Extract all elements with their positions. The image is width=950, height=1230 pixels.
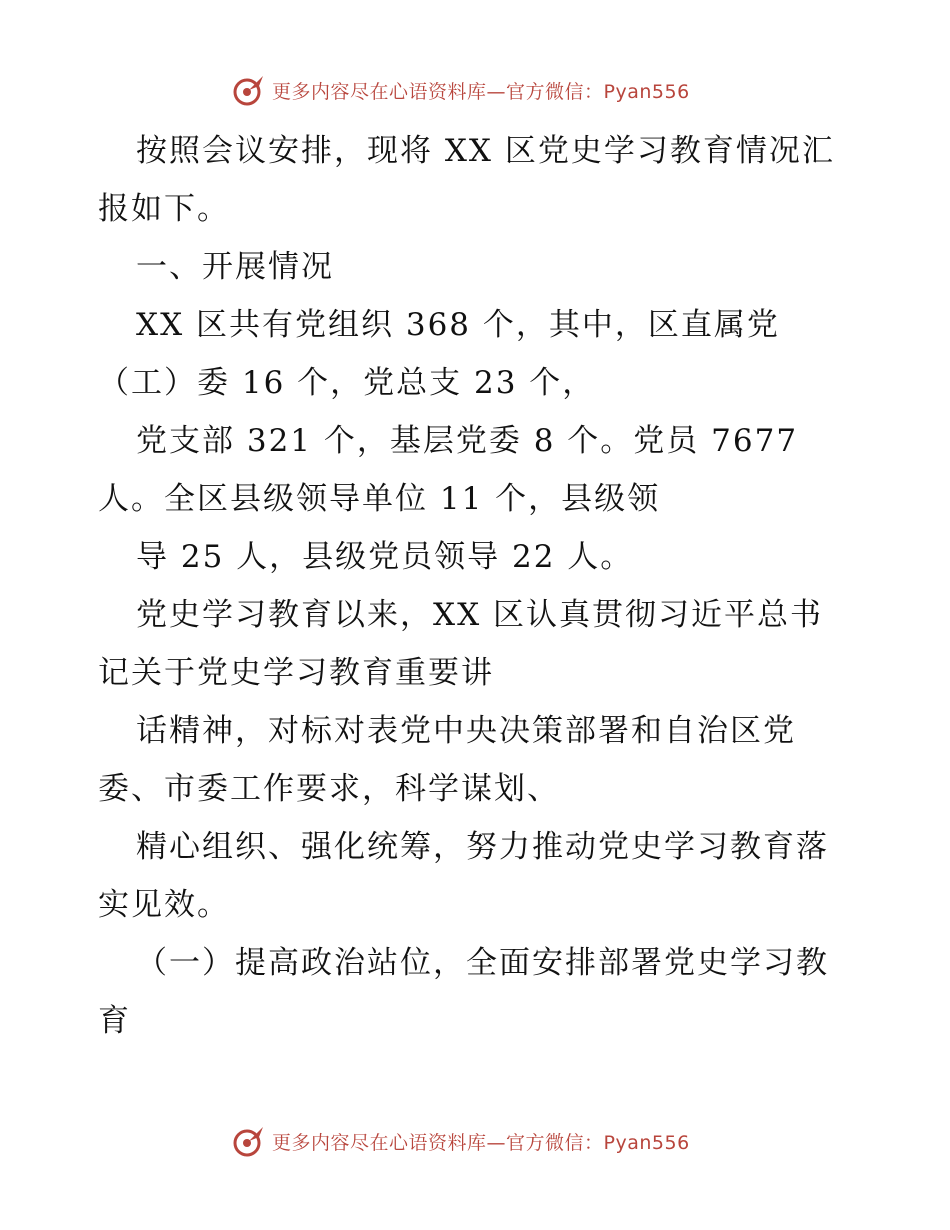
text-line: 实见效。 — [98, 887, 230, 923]
footer-watermark — [232, 1123, 690, 1159]
text-line: 党史学习教育以来，XX 区认真贯彻习近平总书 — [136, 597, 823, 633]
text-line: 党支部 321 个，基层党委 8 个。党员 7677 — [136, 423, 799, 459]
text-line: 导 25 人，县级党员领导 22 人。 — [136, 539, 634, 575]
watermark-text: 更多内容尽在心语资料库—官方微信：Pyan556 — [272, 80, 690, 103]
text-line: 人。全区县级领导单位 11 个，县级领 — [98, 481, 661, 517]
text-line: 精心组织、强化统筹，努力推动党史学习教育落 — [136, 829, 829, 865]
header-watermark — [232, 72, 690, 108]
quill-logo-icon — [232, 1124, 266, 1158]
document-body — [98, 122, 868, 1050]
text-line: 育 — [98, 1003, 131, 1039]
text-line: 一、开展情况 — [136, 249, 334, 285]
text-line: XX 区共有党组织 368 个，其中，区直属党 — [136, 307, 780, 343]
text-line: 话精神，对标对表党中央决策部署和自治区党 — [136, 713, 796, 749]
text-line: 按照会议安排，现将 XX 区党史学习教育情况汇 — [136, 133, 835, 169]
text-line: （一）提高政治站位，全面安排部署党史学习教 — [136, 945, 829, 981]
watermark-text: 更多内容尽在心语资料库—官方微信：Pyan556 — [272, 1131, 690, 1154]
text-line: 记关于党史学习教育重要讲 — [98, 655, 494, 691]
text-line: 报如下。 — [98, 191, 230, 227]
text-line: 委、市委工作要求，科学谋划、 — [98, 771, 560, 807]
text-line: （工）委 16 个，党总支 23 个， — [98, 365, 596, 401]
quill-logo-icon — [232, 73, 266, 107]
